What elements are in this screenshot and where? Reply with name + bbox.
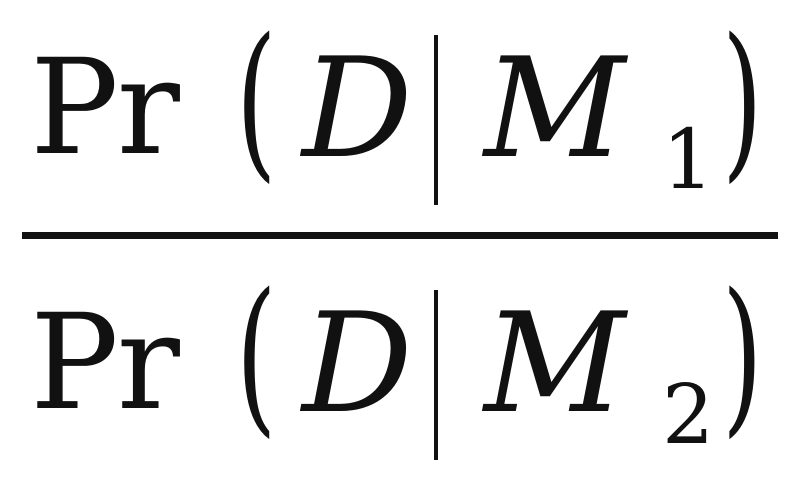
denominator-given-bar (434, 290, 438, 460)
denominator-subscript: 2 (662, 368, 715, 463)
numerator-function: Pr (30, 31, 178, 185)
numerator (20, 2, 780, 220)
denominator-variable-d: D (302, 283, 413, 444)
numerator-open-paren: ( (236, 2, 277, 198)
fraction-bar (22, 232, 778, 239)
numerator-model: M (484, 28, 626, 189)
numerator-given-bar (434, 35, 438, 205)
numerator-close-paren: ) (722, 2, 763, 198)
numerator-variable-d: D (302, 28, 413, 189)
denominator-function: Pr (30, 286, 178, 440)
denominator-close-paren: ) (722, 257, 763, 453)
denominator-model: M (484, 283, 626, 444)
denominator (20, 257, 780, 475)
denominator-open-paren: ( (236, 257, 277, 453)
numerator-subscript: 1 (662, 113, 715, 208)
